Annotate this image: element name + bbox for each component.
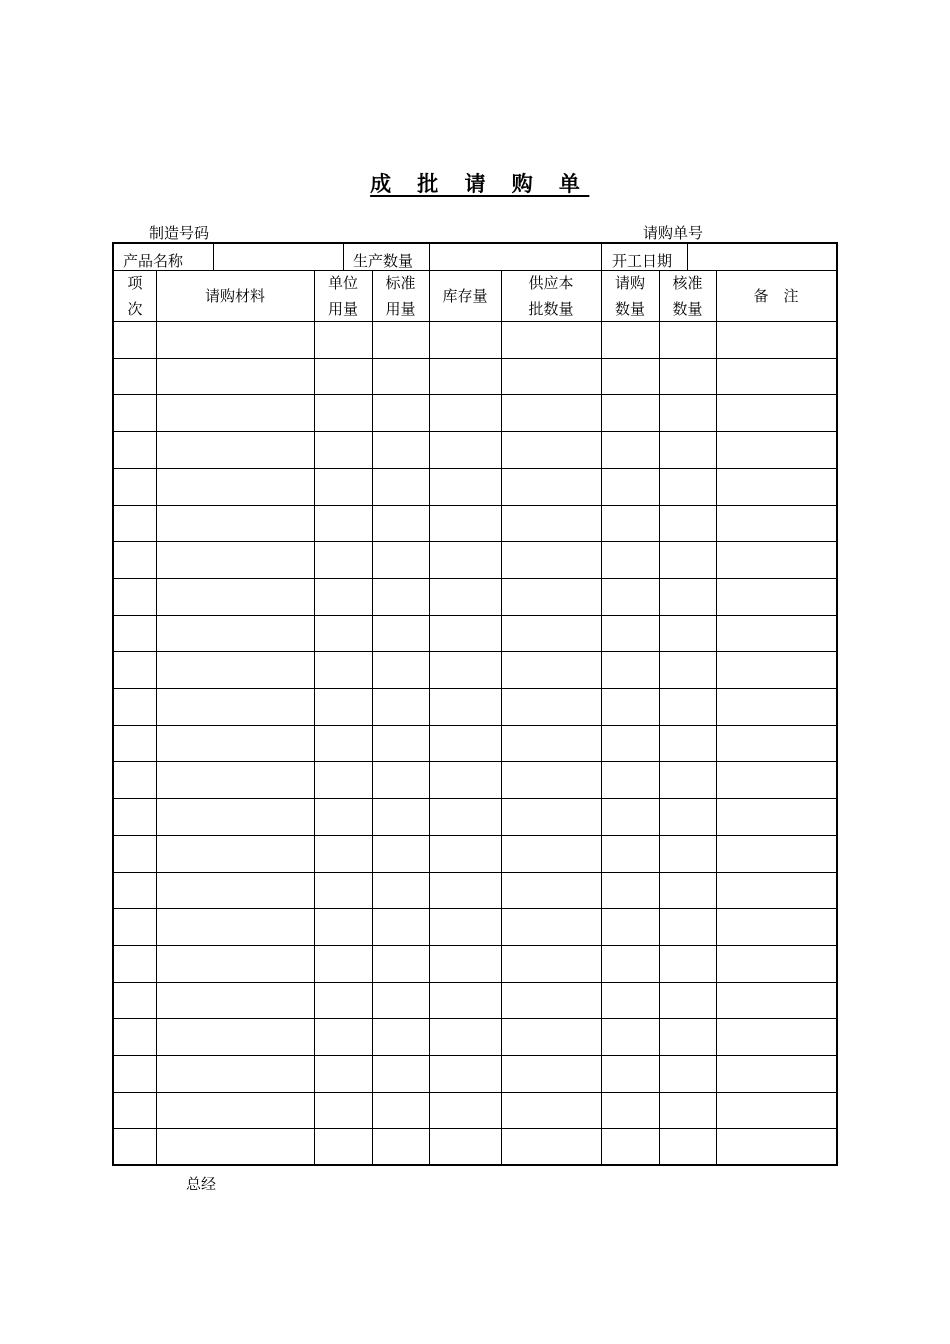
table-cell-batch_supply[interactable] bbox=[502, 689, 601, 725]
table-cell-item[interactable] bbox=[115, 983, 156, 1019]
table-cell-unit_usage[interactable] bbox=[315, 1093, 372, 1129]
table-cell-approved_qty[interactable] bbox=[660, 469, 716, 505]
table-cell-unit_usage[interactable] bbox=[315, 983, 372, 1019]
table-cell-approved_qty[interactable] bbox=[660, 836, 716, 872]
table-cell-item[interactable] bbox=[115, 652, 156, 688]
table-cell-batch_supply[interactable] bbox=[502, 506, 601, 542]
table-cell-material[interactable] bbox=[157, 359, 314, 395]
table-cell-item[interactable] bbox=[115, 1129, 156, 1165]
table-cell-std_usage[interactable] bbox=[373, 689, 429, 725]
table-cell-unit_usage[interactable] bbox=[315, 1129, 372, 1165]
table-cell-remarks[interactable] bbox=[717, 469, 836, 505]
table-cell-std_usage[interactable] bbox=[373, 873, 429, 909]
table-cell-material[interactable] bbox=[157, 909, 314, 945]
table-cell-approved_qty[interactable] bbox=[660, 689, 716, 725]
table-cell-unit_usage[interactable] bbox=[315, 652, 372, 688]
table-cell-request_qty[interactable] bbox=[602, 322, 659, 358]
table-cell-remarks[interactable] bbox=[717, 542, 836, 578]
table-cell-approved_qty[interactable] bbox=[660, 762, 716, 798]
column-header-line: 数量 bbox=[672, 300, 703, 318]
table-cell-request_qty[interactable] bbox=[602, 432, 659, 468]
table-cell-std_usage[interactable] bbox=[373, 395, 429, 431]
column-header-line: 单位 bbox=[327, 274, 358, 292]
table-cell-material[interactable] bbox=[157, 506, 314, 542]
column-header-line: 请购 bbox=[614, 274, 645, 292]
table-cell-std_usage[interactable] bbox=[373, 506, 429, 542]
table-cell-batch_supply[interactable] bbox=[502, 652, 601, 688]
table-cell-remarks[interactable] bbox=[717, 322, 836, 358]
table-cell-approved_qty[interactable] bbox=[660, 909, 716, 945]
table-cell-remarks[interactable] bbox=[717, 1056, 836, 1092]
product-name-label: 产品名称 bbox=[123, 252, 184, 270]
table-cell-item[interactable] bbox=[115, 689, 156, 725]
table-cell-std_usage[interactable] bbox=[373, 616, 429, 652]
table-cell-remarks[interactable] bbox=[717, 1093, 836, 1129]
table-cell-material[interactable] bbox=[157, 1019, 314, 1055]
table-cell-stock[interactable] bbox=[430, 1129, 501, 1165]
table-cell-batch_supply[interactable] bbox=[502, 1056, 601, 1092]
column-header-line: 核准 bbox=[672, 274, 703, 292]
table-cell-batch_supply[interactable] bbox=[502, 983, 601, 1019]
production-qty-label: 生产数量 bbox=[353, 252, 414, 270]
table-cell-item[interactable] bbox=[115, 1056, 156, 1092]
table-cell-batch_supply[interactable] bbox=[502, 1019, 601, 1055]
table-cell-remarks[interactable] bbox=[717, 395, 836, 431]
table-cell-stock[interactable] bbox=[430, 469, 501, 505]
table-cell-approved_qty[interactable] bbox=[660, 1056, 716, 1092]
table-cell-request_qty[interactable] bbox=[602, 1129, 659, 1165]
table-cell-request_qty[interactable] bbox=[602, 762, 659, 798]
table-cell-unit_usage[interactable] bbox=[315, 506, 372, 542]
table-cell-stock[interactable] bbox=[430, 873, 501, 909]
table-cell-batch_supply[interactable] bbox=[502, 762, 601, 798]
info-row-bottom-line bbox=[114, 270, 836, 271]
column-header-line: 数量 bbox=[614, 300, 645, 318]
table-cell-request_qty[interactable] bbox=[602, 469, 659, 505]
table-cell-unit_usage[interactable] bbox=[315, 469, 372, 505]
table-cell-std_usage[interactable] bbox=[373, 579, 429, 615]
table-cell-material[interactable] bbox=[157, 395, 314, 431]
table-cell-batch_supply[interactable] bbox=[502, 799, 601, 835]
column-header-item bbox=[114, 270, 156, 322]
column-header-line: 供应本 bbox=[528, 274, 574, 292]
general-manager-label: 总经 bbox=[186, 1175, 217, 1193]
column-header-line: 用量 bbox=[327, 300, 358, 318]
table-cell-item[interactable] bbox=[115, 506, 156, 542]
table-cell-approved_qty[interactable] bbox=[660, 946, 716, 982]
column-header-line: 批数量 bbox=[528, 300, 574, 318]
table-cell-approved_qty[interactable] bbox=[660, 322, 716, 358]
table-cell-material[interactable] bbox=[157, 1093, 314, 1129]
table-cell-stock[interactable] bbox=[430, 616, 501, 652]
table-cell-approved_qty[interactable] bbox=[660, 1019, 716, 1055]
table-cell-approved_qty[interactable] bbox=[660, 506, 716, 542]
table-cell-request_qty[interactable] bbox=[602, 542, 659, 578]
table-cell-stock[interactable] bbox=[430, 1056, 501, 1092]
table-cell-material[interactable] bbox=[157, 1056, 314, 1092]
table-cell-std_usage[interactable] bbox=[373, 1129, 429, 1165]
table-cell-stock[interactable] bbox=[430, 836, 501, 872]
table-cell-remarks[interactable] bbox=[717, 836, 836, 872]
table-cell-request_qty[interactable] bbox=[602, 946, 659, 982]
table-cell-item[interactable] bbox=[115, 1019, 156, 1055]
table-cell-unit_usage[interactable] bbox=[315, 616, 372, 652]
table-cell-std_usage[interactable] bbox=[373, 469, 429, 505]
table-cell-request_qty[interactable] bbox=[602, 579, 659, 615]
table-cell-stock[interactable] bbox=[430, 726, 501, 762]
table-cell-remarks[interactable] bbox=[717, 983, 836, 1019]
column-header-line: 请购材料 bbox=[204, 287, 265, 305]
info-divider bbox=[601, 244, 602, 271]
table-cell-batch_supply[interactable] bbox=[502, 542, 601, 578]
table-cell-std_usage[interactable] bbox=[373, 909, 429, 945]
table-cell-remarks[interactable] bbox=[717, 432, 836, 468]
table-cell-item[interactable] bbox=[115, 322, 156, 358]
form-title: 成 批 请 购 单 bbox=[370, 172, 590, 196]
table-cell-remarks[interactable] bbox=[717, 726, 836, 762]
table-cell-request_qty[interactable] bbox=[602, 395, 659, 431]
table-cell-batch_supply[interactable] bbox=[502, 616, 601, 652]
table-cell-approved_qty[interactable] bbox=[660, 652, 716, 688]
table-cell-remarks[interactable] bbox=[717, 579, 836, 615]
table-cell-request_qty[interactable] bbox=[602, 506, 659, 542]
table-cell-std_usage[interactable] bbox=[373, 1019, 429, 1055]
table-cell-batch_supply[interactable] bbox=[502, 1093, 601, 1129]
table-cell-approved_qty[interactable] bbox=[660, 799, 716, 835]
table-cell-unit_usage[interactable] bbox=[315, 542, 372, 578]
table-cell-stock[interactable] bbox=[430, 689, 501, 725]
table-cell-stock[interactable] bbox=[430, 762, 501, 798]
table-cell-remarks[interactable] bbox=[717, 873, 836, 909]
table-cell-stock[interactable] bbox=[430, 432, 501, 468]
column-header-remarks bbox=[716, 283, 836, 309]
table-cell-material[interactable] bbox=[157, 322, 314, 358]
table-cell-remarks[interactable] bbox=[717, 359, 836, 395]
table-cell-stock[interactable] bbox=[430, 652, 501, 688]
table-cell-unit_usage[interactable] bbox=[315, 1056, 372, 1092]
table-cell-item[interactable] bbox=[115, 762, 156, 798]
table-cell-request_qty[interactable] bbox=[602, 652, 659, 688]
table-cell-unit_usage[interactable] bbox=[315, 762, 372, 798]
table-cell-item[interactable] bbox=[115, 432, 156, 468]
table-cell-batch_supply[interactable] bbox=[502, 836, 601, 872]
table-cell-unit_usage[interactable] bbox=[315, 1019, 372, 1055]
table-cell-remarks[interactable] bbox=[717, 799, 836, 835]
column-header-material bbox=[156, 283, 314, 309]
column-header-unit_usage bbox=[314, 270, 372, 322]
table-cell-batch_supply[interactable] bbox=[502, 359, 601, 395]
column-header-line: 用量 bbox=[385, 300, 416, 318]
table-cell-material[interactable] bbox=[157, 836, 314, 872]
column-header-line: 库存量 bbox=[442, 287, 488, 305]
table-cell-request_qty[interactable] bbox=[602, 873, 659, 909]
table-cell-item[interactable] bbox=[115, 469, 156, 505]
table-cell-approved_qty[interactable] bbox=[660, 432, 716, 468]
table-cell-stock[interactable] bbox=[430, 359, 501, 395]
table-cell-batch_supply[interactable] bbox=[502, 395, 601, 431]
table-cell-approved_qty[interactable] bbox=[660, 873, 716, 909]
table-cell-request_qty[interactable] bbox=[602, 359, 659, 395]
table-cell-material[interactable] bbox=[157, 542, 314, 578]
table-cell-remarks[interactable] bbox=[717, 689, 836, 725]
table-cell-std_usage[interactable] bbox=[373, 359, 429, 395]
table-cell-request_qty[interactable] bbox=[602, 1019, 659, 1055]
table-cell-remarks[interactable] bbox=[717, 616, 836, 652]
column-header-stock bbox=[429, 283, 501, 309]
table-cell-stock[interactable] bbox=[430, 322, 501, 358]
table-cell-approved_qty[interactable] bbox=[660, 359, 716, 395]
table-cell-material[interactable] bbox=[157, 762, 314, 798]
table-cell-request_qty[interactable] bbox=[602, 726, 659, 762]
column-header-line: 备 注 bbox=[753, 287, 799, 305]
table-cell-material[interactable] bbox=[157, 946, 314, 982]
table-cell-stock[interactable] bbox=[430, 542, 501, 578]
request-no-label: 请购单号 bbox=[643, 224, 704, 242]
table-cell-unit_usage[interactable] bbox=[315, 799, 372, 835]
table-cell-item[interactable] bbox=[115, 1093, 156, 1129]
manufacture-no-label: 制造号码 bbox=[149, 224, 210, 242]
info-divider bbox=[213, 244, 214, 271]
column-header-approved_qty bbox=[659, 270, 716, 322]
table-cell-item[interactable] bbox=[115, 579, 156, 615]
column-header-line: 项 bbox=[127, 274, 143, 292]
table-cell-std_usage[interactable] bbox=[373, 726, 429, 762]
table-cell-remarks[interactable] bbox=[717, 1019, 836, 1055]
table-cell-batch_supply[interactable] bbox=[502, 1129, 601, 1165]
table-cell-remarks[interactable] bbox=[717, 652, 836, 688]
table-cell-std_usage[interactable] bbox=[373, 652, 429, 688]
table-cell-request_qty[interactable] bbox=[602, 616, 659, 652]
column-header-std_usage bbox=[372, 270, 429, 322]
table-cell-material[interactable] bbox=[157, 579, 314, 615]
column-header-line: 次 bbox=[127, 300, 143, 318]
table-cell-remarks[interactable] bbox=[717, 1129, 836, 1165]
table-cell-batch_supply[interactable] bbox=[502, 946, 601, 982]
table-cell-remarks[interactable] bbox=[717, 946, 836, 982]
table-cell-material[interactable] bbox=[157, 873, 314, 909]
table-cell-material[interactable] bbox=[157, 432, 314, 468]
table-cell-batch_supply[interactable] bbox=[502, 873, 601, 909]
table-cell-std_usage[interactable] bbox=[373, 542, 429, 578]
table-cell-std_usage[interactable] bbox=[373, 1093, 429, 1129]
table-cell-stock[interactable] bbox=[430, 579, 501, 615]
table-cell-item[interactable] bbox=[115, 616, 156, 652]
table-cell-item[interactable] bbox=[115, 359, 156, 395]
table-cell-item[interactable] bbox=[115, 542, 156, 578]
table-cell-batch_supply[interactable] bbox=[502, 726, 601, 762]
table-cell-stock[interactable] bbox=[430, 909, 501, 945]
table-cell-std_usage[interactable] bbox=[373, 762, 429, 798]
table-cell-request_qty[interactable] bbox=[602, 983, 659, 1019]
table-cell-item[interactable] bbox=[115, 909, 156, 945]
table-cell-unit_usage[interactable] bbox=[315, 836, 372, 872]
table-cell-stock[interactable] bbox=[430, 506, 501, 542]
table-cell-item[interactable] bbox=[115, 799, 156, 835]
table-cell-remarks[interactable] bbox=[717, 506, 836, 542]
table-cell-request_qty[interactable] bbox=[602, 689, 659, 725]
table-cell-material[interactable] bbox=[157, 689, 314, 725]
table-cell-batch_supply[interactable] bbox=[502, 432, 601, 468]
table-cell-std_usage[interactable] bbox=[373, 983, 429, 1019]
table-cell-batch_supply[interactable] bbox=[502, 909, 601, 945]
table-cell-std_usage[interactable] bbox=[373, 432, 429, 468]
table-cell-approved_qty[interactable] bbox=[660, 1129, 716, 1165]
table-cell-request_qty[interactable] bbox=[602, 836, 659, 872]
table-cell-std_usage[interactable] bbox=[373, 836, 429, 872]
table-cell-std_usage[interactable] bbox=[373, 799, 429, 835]
table-cell-request_qty[interactable] bbox=[602, 1056, 659, 1092]
table-cell-unit_usage[interactable] bbox=[315, 873, 372, 909]
start-date-label: 开工日期 bbox=[612, 252, 673, 270]
table-cell-unit_usage[interactable] bbox=[315, 359, 372, 395]
table-cell-unit_usage[interactable] bbox=[315, 432, 372, 468]
table-cell-stock[interactable] bbox=[430, 1093, 501, 1129]
table-cell-batch_supply[interactable] bbox=[502, 322, 601, 358]
table-cell-approved_qty[interactable] bbox=[660, 542, 716, 578]
table-cell-unit_usage[interactable] bbox=[315, 726, 372, 762]
info-divider bbox=[343, 244, 344, 271]
table-cell-approved_qty[interactable] bbox=[660, 1093, 716, 1129]
table-cell-approved_qty[interactable] bbox=[660, 579, 716, 615]
table-cell-unit_usage[interactable] bbox=[315, 579, 372, 615]
column-header-request_qty bbox=[601, 270, 659, 322]
table-cell-request_qty[interactable] bbox=[602, 799, 659, 835]
table-cell-remarks[interactable] bbox=[717, 909, 836, 945]
table-cell-approved_qty[interactable] bbox=[660, 983, 716, 1019]
table-cell-request_qty[interactable] bbox=[602, 1093, 659, 1129]
table-cell-stock[interactable] bbox=[430, 983, 501, 1019]
table-cell-std_usage[interactable] bbox=[373, 1056, 429, 1092]
table-cell-stock[interactable] bbox=[430, 395, 501, 431]
table-cell-stock[interactable] bbox=[430, 1019, 501, 1055]
table-cell-item[interactable] bbox=[115, 836, 156, 872]
info-divider bbox=[429, 244, 430, 271]
table-cell-item[interactable] bbox=[115, 873, 156, 909]
table-cell-material[interactable] bbox=[157, 469, 314, 505]
info-divider bbox=[687, 244, 688, 271]
table-cell-unit_usage[interactable] bbox=[315, 322, 372, 358]
table-cell-stock[interactable] bbox=[430, 946, 501, 982]
table-cell-item[interactable] bbox=[115, 395, 156, 431]
table-cell-material[interactable] bbox=[157, 1129, 314, 1165]
table-cell-approved_qty[interactable] bbox=[660, 616, 716, 652]
table-cell-remarks[interactable] bbox=[717, 762, 836, 798]
table-cell-std_usage[interactable] bbox=[373, 322, 429, 358]
table-cell-request_qty[interactable] bbox=[602, 909, 659, 945]
table-cell-material[interactable] bbox=[157, 652, 314, 688]
column-header-batch_supply bbox=[501, 270, 601, 322]
table-cell-batch_supply[interactable] bbox=[502, 579, 601, 615]
table-cell-unit_usage[interactable] bbox=[315, 689, 372, 725]
table-cell-approved_qty[interactable] bbox=[660, 395, 716, 431]
table-cell-material[interactable] bbox=[157, 983, 314, 1019]
table-cell-unit_usage[interactable] bbox=[315, 909, 372, 945]
table-cell-material[interactable] bbox=[157, 726, 314, 762]
table-cell-batch_supply[interactable] bbox=[502, 469, 601, 505]
table-cell-stock[interactable] bbox=[430, 799, 501, 835]
table-cell-approved_qty[interactable] bbox=[660, 726, 716, 762]
column-header-line: 标准 bbox=[385, 274, 416, 292]
table-cell-item[interactable] bbox=[115, 726, 156, 762]
table-cell-std_usage[interactable] bbox=[373, 946, 429, 982]
table-cell-unit_usage[interactable] bbox=[315, 395, 372, 431]
table-cell-material[interactable] bbox=[157, 799, 314, 835]
table-cell-item[interactable] bbox=[115, 946, 156, 982]
table-cell-material[interactable] bbox=[157, 616, 314, 652]
request-form-table bbox=[112, 242, 838, 1166]
table-cell-unit_usage[interactable] bbox=[315, 946, 372, 982]
